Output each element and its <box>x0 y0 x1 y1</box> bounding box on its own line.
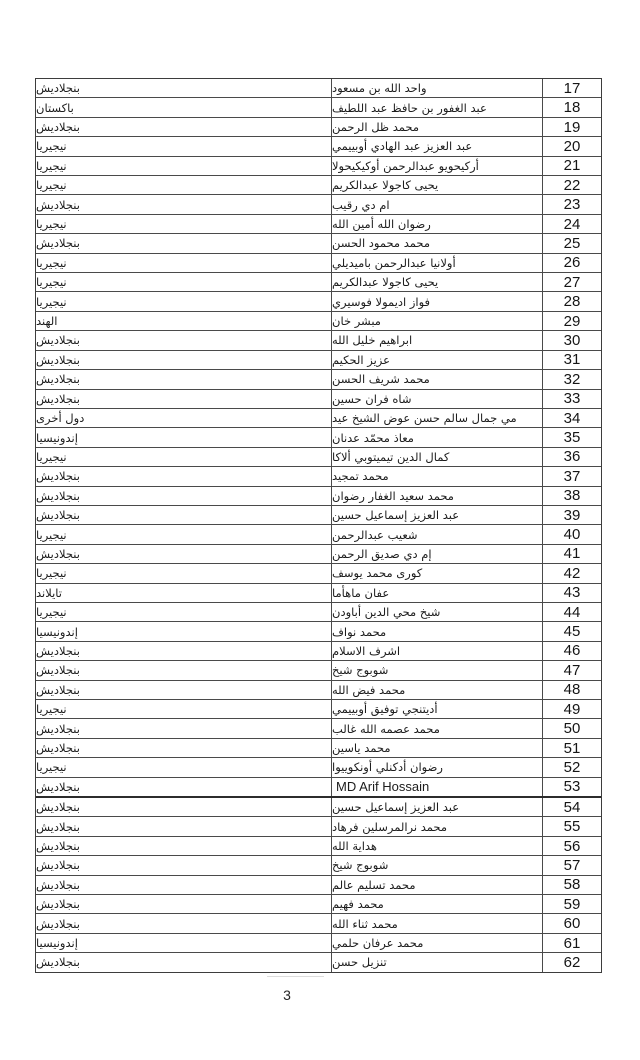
table-row <box>36 370 601 389</box>
name-cell: كمال الدين تيميتوبي ألاكا <box>332 448 543 466</box>
name-cell: شوبوج شيخ <box>332 856 543 874</box>
country-cell: بنجلاديش <box>36 79 332 97</box>
country-cell: باكستان <box>36 98 332 116</box>
serial-number-cell: 26 <box>563 254 581 272</box>
table-row <box>36 525 601 544</box>
serial-number-cell: 18 <box>563 99 581 117</box>
name-cell: شاه فران حسين <box>332 390 543 408</box>
name-cell: رضوان الله أمين الله <box>332 215 543 233</box>
table-row <box>36 292 601 311</box>
country-cell: بنجلاديش <box>36 739 332 757</box>
country-cell: بنجلاديش <box>36 351 332 369</box>
table-row <box>36 642 601 661</box>
serial-number-cell: 25 <box>563 234 581 252</box>
country-cell: دول أخرى <box>36 409 332 427</box>
table-row <box>36 157 601 176</box>
name-cell: واحد الله بن مسعود <box>332 79 543 97</box>
scan-artifact-line <box>267 976 324 977</box>
country-cell: بنجلاديش <box>36 506 332 524</box>
serial-number-cell: 47 <box>563 661 581 679</box>
table-row <box>36 564 601 583</box>
name-cell: ابراهيم خليل الله <box>332 331 543 349</box>
serial-number-cell: 61 <box>563 934 581 952</box>
country-cell: نيجيريا <box>36 448 332 466</box>
table-row <box>36 837 601 856</box>
name-cell: هداية الله <box>332 837 543 855</box>
country-cell: إندونيسيا <box>36 428 332 446</box>
table-row <box>36 331 601 350</box>
serial-number-cell: 54 <box>563 798 581 816</box>
country-cell: بنجلاديش <box>36 390 332 408</box>
serial-number-cell: 35 <box>563 429 581 447</box>
country-cell: بنجلاديش <box>36 953 332 971</box>
name-cell: تنزيل حسن <box>332 953 543 971</box>
table-row <box>36 758 601 777</box>
country-cell: نيجيريا <box>36 292 332 310</box>
name-cell: أولانيا عبدالرحمن باميديلي <box>332 254 543 272</box>
table-row <box>36 934 601 953</box>
country-cell: بنجلاديش <box>36 661 332 679</box>
name-cell: ام دي رقيب <box>332 195 543 213</box>
table-row <box>36 195 601 214</box>
serial-number-cell: 17 <box>563 79 581 97</box>
name-cell: محمد عرفان حلمي <box>332 934 543 952</box>
table-row <box>36 254 601 273</box>
table-row <box>36 273 601 292</box>
table-row <box>36 914 601 933</box>
table-row <box>36 428 601 447</box>
name-cell: عبد العزيز إسماعيل حسين <box>332 506 543 524</box>
table-row <box>36 895 601 914</box>
country-cell: نيجيريا <box>36 525 332 543</box>
country-cell: بنجلاديش <box>36 331 332 349</box>
serial-number-cell: 36 <box>563 448 581 466</box>
table-row <box>36 487 601 506</box>
country-cell: بنجلاديش <box>36 719 332 737</box>
name-cell: معاذ محمّد عدنان <box>332 428 543 446</box>
name-cell: محمد ثناء الله <box>332 914 543 932</box>
name-cell: رضوان أدكنلي أونكوييوا <box>332 758 543 776</box>
name-cell: محمد محمود الحسن <box>332 234 543 252</box>
serial-number-cell: 34 <box>563 409 581 427</box>
serial-number-cell: 55 <box>563 818 581 836</box>
serial-number-cell: 40 <box>563 526 581 544</box>
country-cell: بنجلاديش <box>36 778 332 796</box>
name-cell: عبد العزيز عبد الهادي أوبييمي <box>332 137 543 155</box>
country-cell: بنجلاديش <box>36 837 332 855</box>
serial-number-cell: 56 <box>563 837 581 855</box>
country-cell: بنجلاديش <box>36 467 332 485</box>
country-cell: بنجلاديش <box>36 487 332 505</box>
name-cell: عبد الغفور بن حافظ عبد اللطيف <box>332 98 543 116</box>
table-body <box>36 79 601 972</box>
serial-number-cell: 30 <box>563 331 581 349</box>
table-row <box>36 98 601 117</box>
name-cell: كورى محمد يوسف <box>332 564 543 582</box>
serial-number-cell: 22 <box>563 176 581 194</box>
name-cell: عفان ماهأما <box>332 584 543 602</box>
name-cell: مي جمال سالم حسن عوض الشيخ عيد <box>332 409 543 427</box>
country-cell: نيجيريا <box>36 564 332 582</box>
table-row <box>36 739 601 758</box>
name-cell: مبشر خان <box>332 312 543 330</box>
name-cell: محمد فهيم <box>332 895 543 913</box>
country-cell: نيجيريا <box>36 700 332 718</box>
name-cell: أركيحويو عبدالرحمن أوكيكيحولا <box>332 157 543 175</box>
name-cell: يحيى كاجولا عبدالكريم <box>332 176 543 194</box>
serial-number-cell: 23 <box>563 196 581 214</box>
serial-number-cell: 19 <box>563 118 581 136</box>
country-cell: بنجلاديش <box>36 876 332 894</box>
table-row <box>36 700 601 719</box>
name-cell: محمد نواف <box>332 622 543 640</box>
name-cell: شعيب عبدالرحمن <box>332 525 543 543</box>
name-cell: محمد عصمه الله غالب <box>332 719 543 737</box>
country-cell: بنجلاديش <box>36 681 332 699</box>
serial-number-cell: 43 <box>563 584 581 602</box>
serial-number-cell: 21 <box>563 157 581 175</box>
country-cell: تايلاند <box>36 584 332 602</box>
table-row <box>36 778 601 798</box>
name-cell: إم دي صديق الرحمن <box>332 545 543 563</box>
table-row <box>36 584 601 603</box>
table-row <box>36 661 601 680</box>
table-row <box>36 545 601 564</box>
name-cell: شوبوج شيخ <box>332 661 543 679</box>
table-row <box>36 506 601 525</box>
serial-number-cell: 58 <box>563 876 581 894</box>
table-row <box>36 856 601 875</box>
country-cell: بنجلاديش <box>36 914 332 932</box>
serial-number-cell: 28 <box>563 293 581 311</box>
serial-number-cell: 44 <box>563 603 581 621</box>
country-cell: بنجلاديش <box>36 798 332 816</box>
table-row <box>36 234 601 253</box>
serial-number-cell: 29 <box>563 312 581 330</box>
country-cell: إندونيسيا <box>36 934 332 952</box>
serial-number-cell: 37 <box>563 467 581 485</box>
country-cell: الهند <box>36 312 332 330</box>
name-cell: محمد فيض الله <box>332 681 543 699</box>
serial-number-cell: 52 <box>563 758 581 776</box>
name-cell: محمد ياسين <box>332 739 543 757</box>
serial-number-cell: 49 <box>563 700 581 718</box>
country-cell: بنجلاديش <box>36 195 332 213</box>
country-cell: بنجلاديش <box>36 118 332 136</box>
serial-number-cell: 59 <box>563 895 581 913</box>
country-cell: نيجيريا <box>36 273 332 291</box>
table-row <box>36 215 601 234</box>
table-row <box>36 953 601 971</box>
serial-number-cell: 27 <box>563 273 581 291</box>
table-row <box>36 390 601 409</box>
country-cell: إندونيسيا <box>36 622 332 640</box>
country-cell: نيجيريا <box>36 137 332 155</box>
country-cell: نيجيريا <box>36 254 332 272</box>
name-cell: أديتنجي توفيق أوبييمي <box>332 700 543 718</box>
serial-number-cell: 24 <box>563 215 581 233</box>
name-cell: MD Arif Hossain <box>332 778 543 796</box>
country-cell: بنجلاديش <box>36 370 332 388</box>
name-cell: عبد العزيز إسماعيل حسين <box>332 798 543 816</box>
table-row <box>36 176 601 195</box>
country-cell: نيجيريا <box>36 157 332 175</box>
table-row <box>36 79 601 98</box>
serial-number-cell: 33 <box>563 390 581 408</box>
table-row <box>36 448 601 467</box>
serial-number-cell: 39 <box>563 506 581 524</box>
country-cell: بنجلاديش <box>36 817 332 835</box>
country-cell: نيجيريا <box>36 176 332 194</box>
table-row <box>36 603 601 622</box>
serial-number-cell: 57 <box>563 856 581 874</box>
name-cell: شيخ محي الدين أباودن <box>332 603 543 621</box>
name-cell: محمد نرالمرسلين فرهاد <box>332 817 543 835</box>
country-cell: نيجيريا <box>36 758 332 776</box>
country-cell: بنجلاديش <box>36 856 332 874</box>
country-cell: بنجلاديش <box>36 642 332 660</box>
serial-number-cell: 53 <box>563 778 581 796</box>
serial-number-cell: 51 <box>563 739 581 757</box>
name-cell: محمد تسليم عالم <box>332 876 543 894</box>
serial-number-cell: 46 <box>563 642 581 660</box>
name-cell: اشرف الاسلام <box>332 642 543 660</box>
name-cell: محمد سعيد الغفار رضوان <box>332 487 543 505</box>
country-cell: نيجيريا <box>36 603 332 621</box>
name-cell: محمد ظل الرحمن <box>332 118 543 136</box>
table-row <box>36 467 601 486</box>
participants-table <box>35 78 602 973</box>
serial-number-cell: 62 <box>563 953 581 971</box>
serial-number-cell: 31 <box>563 351 581 369</box>
table-row <box>36 817 601 836</box>
serial-number-cell: 32 <box>563 370 581 388</box>
page-number: 3 <box>283 987 291 1003</box>
name-cell: محمد تمجيد <box>332 467 543 485</box>
country-cell: بنجلاديش <box>36 895 332 913</box>
table-row <box>36 409 601 428</box>
table-row <box>36 719 601 738</box>
serial-number-cell: 45 <box>563 623 581 641</box>
country-cell: نيجيريا <box>36 215 332 233</box>
table-row <box>36 312 601 331</box>
table-row <box>36 622 601 641</box>
table-row <box>36 118 601 137</box>
serial-number-cell: 60 <box>563 915 581 933</box>
serial-number-cell: 41 <box>563 545 581 563</box>
table-row <box>36 681 601 700</box>
serial-number-cell: 42 <box>563 564 581 582</box>
table-row <box>36 351 601 370</box>
name-cell: يحيى كاجولا عبدالكريم <box>332 273 543 291</box>
country-cell: بنجلاديش <box>36 234 332 252</box>
serial-number-cell: 48 <box>563 681 581 699</box>
name-cell: عزيز الحكيم <box>332 351 543 369</box>
table-row <box>36 137 601 156</box>
table-row <box>36 798 601 817</box>
country-cell: بنجلاديش <box>36 545 332 563</box>
name-cell: فواز اديمولا فوسيري <box>332 292 543 310</box>
name-cell: محمد شريف الحسن <box>332 370 543 388</box>
serial-number-cell: 38 <box>563 487 581 505</box>
serial-number-cell: 50 <box>563 720 581 738</box>
serial-number-cell: 20 <box>563 137 581 155</box>
table-row <box>36 876 601 895</box>
